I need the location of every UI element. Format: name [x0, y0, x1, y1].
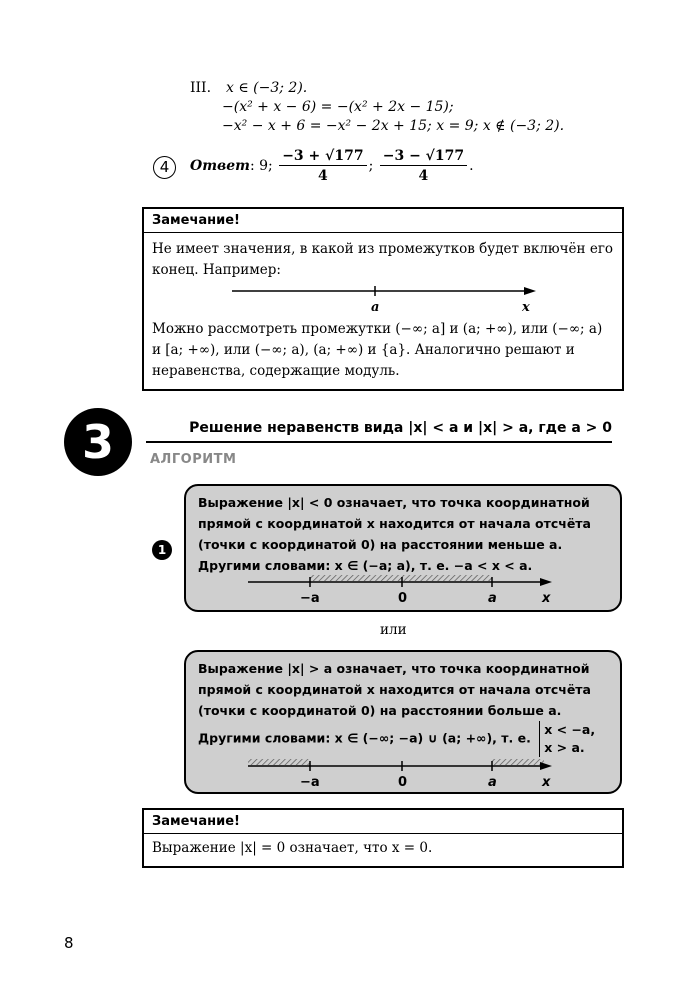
condition-greater-text — [198, 658, 610, 757]
solution-left-ray-shading — [248, 759, 310, 765]
page-number: 8 — [64, 934, 74, 952]
axis-label-zero: 0 — [398, 775, 408, 790]
axis-label-x: x — [542, 775, 551, 790]
axis-label-neg-a: −a — [300, 591, 320, 606]
remark-box-1 — [142, 207, 624, 391]
condition-box-less — [184, 484, 622, 612]
remark-1-text: Не имеет значения, в какой из промежутков будет включён его конец. Например: — [152, 241, 614, 278]
axis-label-x: x — [542, 591, 551, 606]
remark-1-number-line — [144, 281, 622, 319]
remark-1-text-2: Можно рассмотреть промежутки (−∞; a] и (a; +∞), или (−∞; a) и [a; +∞), или (−∞; a), (a; +∞) и {a}. Аналогично решают и неравенства, содержащие модуль. — [152, 321, 603, 379]
solution-interval-shading — [310, 575, 492, 581]
answer-fraction-1 — [279, 148, 366, 184]
axis-arrow-icon — [524, 287, 536, 295]
case-greater-a: x > a. — [544, 740, 585, 755]
solution-right-ray-shading — [492, 759, 544, 765]
axis-label-x: x — [522, 300, 530, 315]
fraction-1-denominator: 4 — [318, 168, 328, 184]
remark-2-text: Выражение |x| = 0 означает, что x = 0. — [152, 840, 433, 856]
algorithm-label: АЛГОРИТМ — [150, 452, 237, 467]
case-less-neg-a: x < −a, — [544, 722, 596, 737]
answer-value: : 9; — [249, 158, 273, 174]
condition-greater-sentence: Выражение |x| > a означает, что точка координатной прямой с координатой x находится от начала отсчёта (точки с координатой 0) на расстоянии больше a. Другими словами: x ∈ (−∞; −a) ∪ (a; +∞), т. е. — [198, 661, 591, 746]
axis-label-zero: 0 — [398, 591, 408, 606]
step-4-marker: 4 — [153, 156, 176, 179]
condition-greater-cases — [539, 721, 595, 757]
case-3-condition: x ∈ (−3; 2). — [226, 80, 308, 96]
axis-label-a: a — [488, 591, 497, 606]
axis-label-a: a — [371, 300, 380, 315]
answer-label: Ответ — [190, 158, 250, 174]
fraction-1-numerator: −3 + √177 — [279, 148, 366, 166]
fraction-2-numerator: −3 − √177 — [380, 148, 467, 166]
case-3-solution: −x² − x + 6 = −x² − 2x + 15; x = 9; x ∉ (−3; 2). — [222, 118, 565, 134]
or-separator: или — [380, 622, 407, 638]
axis-label-neg-a: −a — [300, 775, 320, 790]
step-1-marker: 1 — [152, 540, 172, 560]
case-3-equation: −(x² + x − 6) = −(x² + 2x − 15); — [222, 99, 454, 115]
case-3-label: III. — [190, 80, 212, 96]
remark-1-title: Замечание! — [144, 209, 622, 233]
axis-arrow-icon — [540, 578, 552, 586]
section-number-badge: 3 — [64, 408, 132, 476]
fraction-2-denominator: 4 — [418, 168, 429, 184]
condition-box-greater — [184, 650, 622, 794]
condition-less-text: Выражение |x| < 0 означает, что точка координатной прямой с координатой x находится от начала отсчёта (точки с координатой 0) на расстоянии меньше a. Другими словами: x ∈ (−a; a), т. е. −a < x < a. — [198, 495, 591, 573]
answer-end: . — [469, 158, 474, 174]
answer-separator: ; — [368, 158, 374, 174]
axis-label-a: a — [488, 775, 497, 790]
axis-arrow-icon — [540, 762, 552, 770]
remark-2-title: Замечание! — [144, 810, 622, 834]
section-divider — [146, 441, 612, 443]
answer-line — [190, 148, 474, 184]
answer-fraction-2 — [380, 148, 467, 184]
remark-box-2 — [142, 808, 624, 868]
number-line-less — [186, 572, 620, 608]
section-title: Решение неравенств вида |x| < a и |x| > a, где a > 0 — [189, 420, 612, 436]
number-line-greater — [186, 756, 620, 792]
